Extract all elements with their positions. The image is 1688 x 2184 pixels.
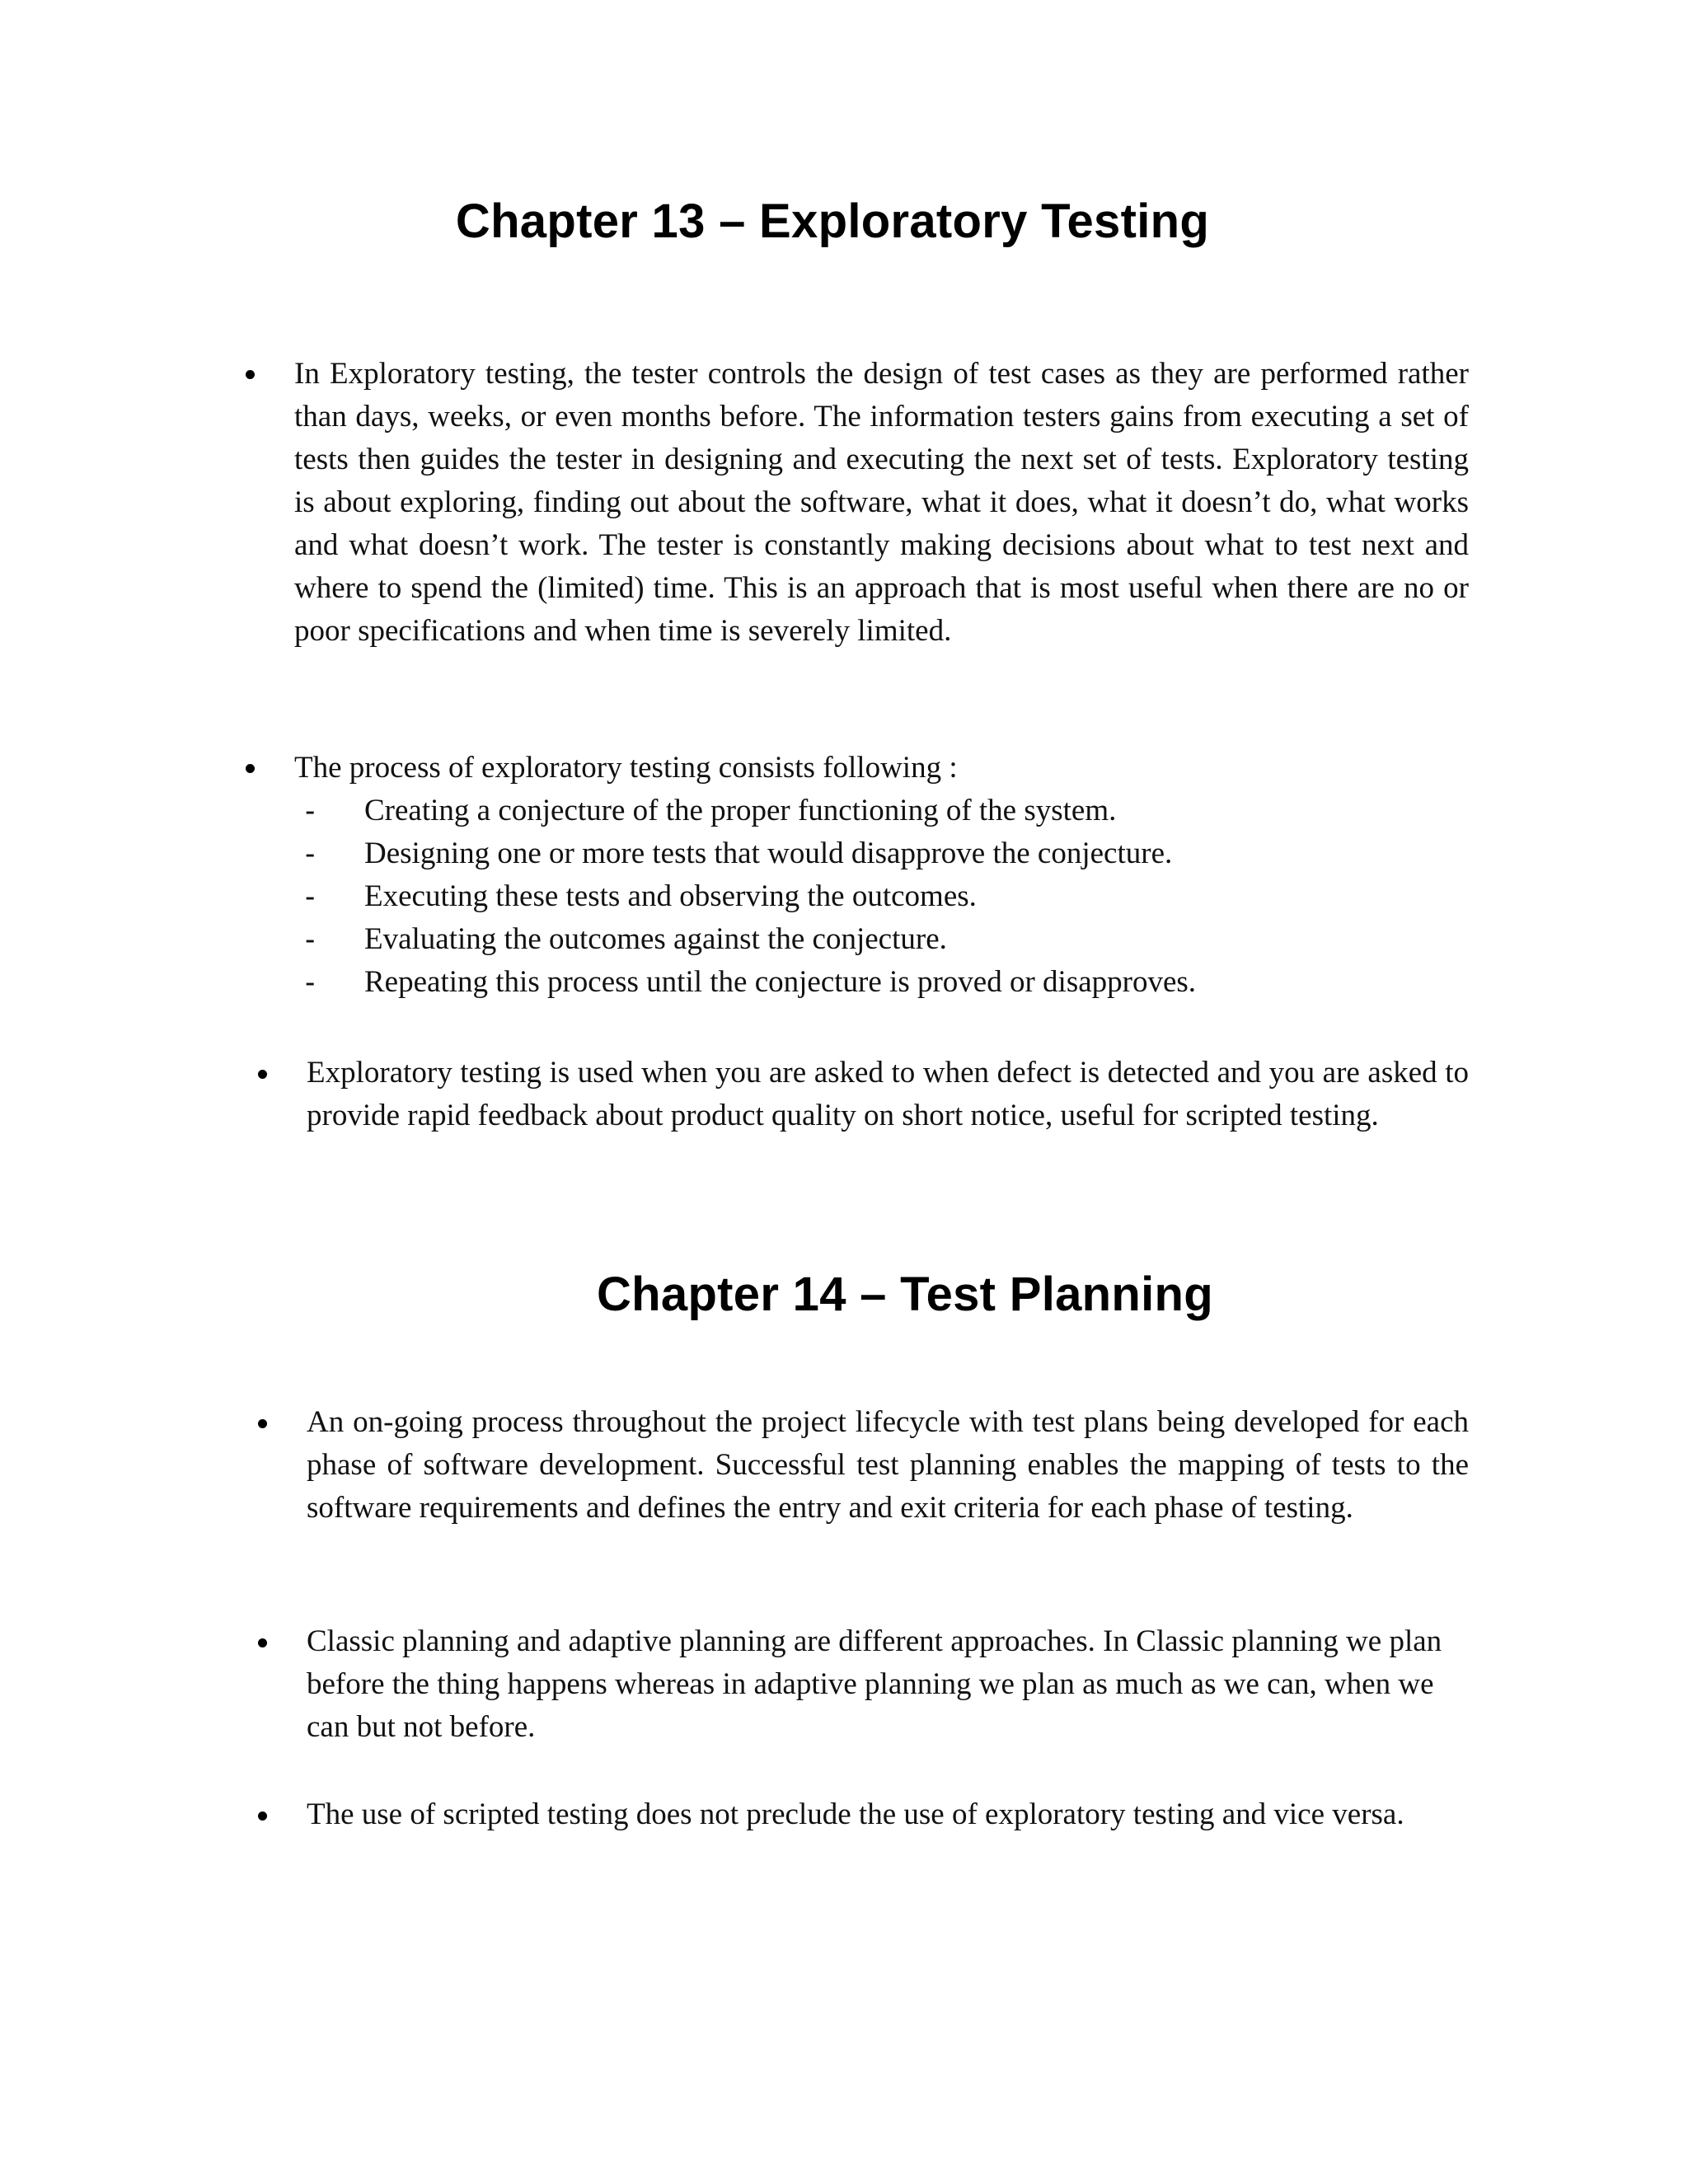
process-step xyxy=(305,790,1459,832)
dash-icon: - xyxy=(305,965,316,999)
dash-icon: - xyxy=(305,837,316,870)
bullet-dot-icon xyxy=(258,1811,267,1821)
bullet-text: An on-going process throughout the project lifecycle with test plans being developed for each phase of software development. Successful test planning enables the mapping of tests to the software requirements and defines the entry and exit criteria for each phase of testing. xyxy=(307,1405,1469,1525)
bullet-dot-icon xyxy=(246,764,255,773)
bullet-text: The use of scripted testing does not preclude the use of exploratory testing and vice versa. xyxy=(307,1797,1404,1831)
dash-icon: - xyxy=(305,879,316,913)
process-step xyxy=(305,918,1459,961)
process-step-text: Repeating this process until the conjecture is proved or disapproves. xyxy=(364,965,1197,999)
bullet-text: Exploratory testing is used when you are asked to when defect is detected and you are asked to provide rapid feedback about product quality on short notice, useful for scripted testing. xyxy=(307,1056,1469,1132)
process-step-text: Designing one or more tests that would disapprove the conjecture. xyxy=(364,837,1173,870)
bullet-dot-icon xyxy=(258,1638,267,1647)
bullet-text: The process of exploratory testing consists following : xyxy=(294,751,958,785)
process-step-list xyxy=(305,790,1459,1004)
bullet-text: In Exploratory testing, the tester controls the design of test cases as they are performed rather than days, weeks, or even months before. The information testers gains from executing a set of tests then guides the tester in designing and executing the next set of tests. Exploratory testing is about exploring, finding out about the software, what it does, what it doesn’t do, what works and what doesn’t work. The tester is constantly making decisions about what to test next and where to spend the (limited) time. This is an approach that is most useful when there are no or poor specifications and when time is severely limited. xyxy=(294,357,1469,648)
bullet-text: Classic planning and adaptive planning are different approaches. In Classic planning we plan before the thing happens whereas in adaptive planning we plan as much as we can, when we can but not before. xyxy=(307,1624,1442,1744)
process-step xyxy=(305,961,1459,1004)
bullet-dot-icon xyxy=(258,1419,267,1428)
chapter-13-title: Chapter 13 – Exploratory Testing xyxy=(455,194,1210,248)
process-step-text: Creating a conjecture of the proper functioning of the system. xyxy=(364,794,1117,827)
process-step xyxy=(305,832,1459,875)
bullet-dot-icon xyxy=(258,1070,267,1079)
dash-icon: - xyxy=(305,922,316,956)
bullet-dot-icon xyxy=(246,370,255,379)
dash-icon: - xyxy=(305,794,316,827)
process-step xyxy=(305,875,1459,918)
process-step-text: Evaluating the outcomes against the conjecture. xyxy=(364,922,947,956)
process-step-text: Executing these tests and observing the outcomes. xyxy=(364,879,977,913)
chapter-14-title: Chapter 14 – Test Planning xyxy=(596,1268,1213,1321)
